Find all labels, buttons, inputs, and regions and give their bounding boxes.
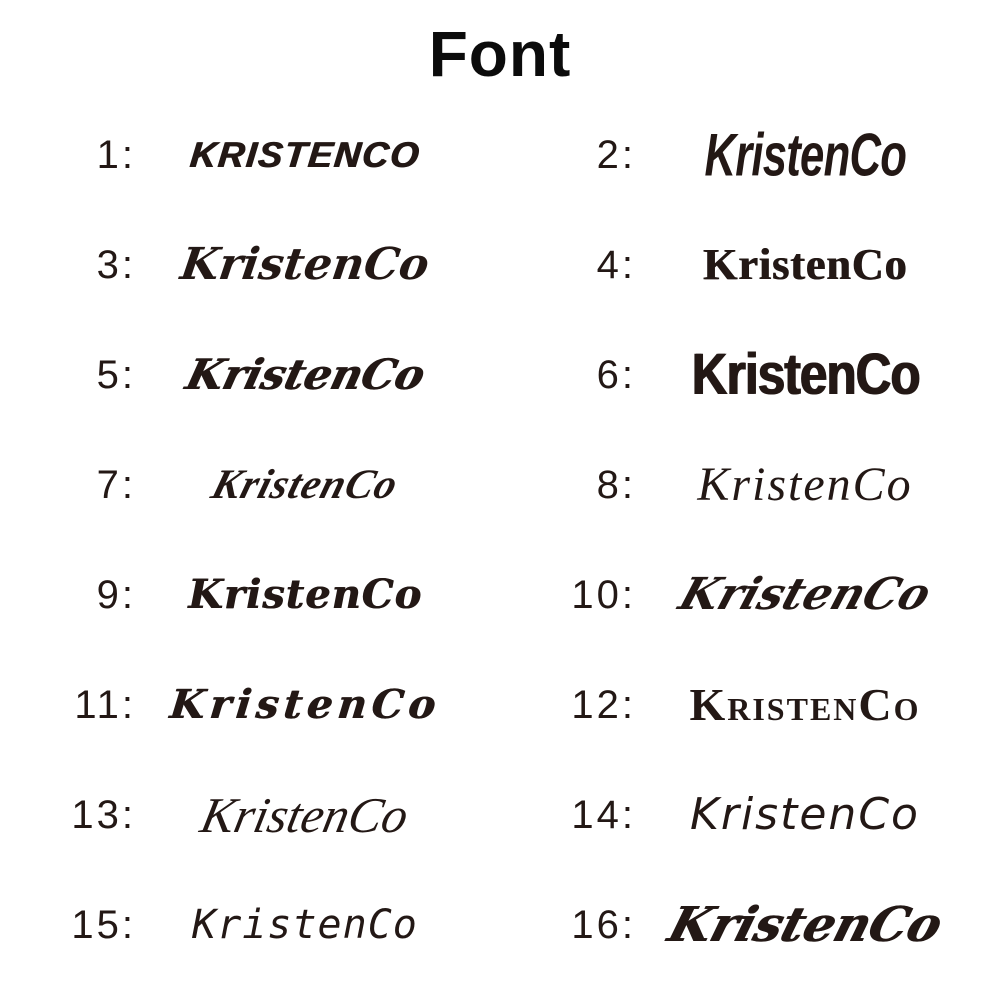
font-sample-number: 13: bbox=[71, 792, 136, 837]
font-sample-number: 16: bbox=[571, 902, 636, 947]
font-sample-14 bbox=[500, 760, 1000, 870]
font-sample-number: 10: bbox=[571, 572, 636, 617]
font-sample-preview: KristenCo bbox=[206, 462, 404, 508]
font-sample-preview: KristenCo bbox=[661, 897, 949, 953]
font-preview-wrap bbox=[636, 458, 1000, 511]
font-preview-wrap bbox=[636, 897, 1000, 953]
font-sample-number: 9: bbox=[96, 572, 136, 617]
font-sample-13 bbox=[0, 760, 500, 870]
font-sample-preview: KristenCo bbox=[690, 789, 920, 840]
font-preview-wrap bbox=[636, 789, 1000, 840]
font-sample-preview: KristenCo bbox=[177, 239, 433, 290]
font-sample-number: 5: bbox=[96, 352, 136, 397]
font-preview-wrap bbox=[136, 681, 500, 728]
font-preview-wrap bbox=[136, 464, 500, 506]
font-sample-number: 4: bbox=[596, 242, 636, 287]
font-sample-5 bbox=[0, 320, 500, 430]
font-sample-3 bbox=[0, 210, 500, 320]
font-sample-7 bbox=[0, 430, 500, 540]
font-sample-6 bbox=[500, 320, 1000, 430]
font-preview-wrap bbox=[136, 571, 500, 618]
font-sample-preview: KristenCo bbox=[167, 681, 443, 728]
font-sample-1 bbox=[0, 100, 500, 210]
font-sample-number: 2: bbox=[596, 132, 636, 177]
font-sample-number: 15: bbox=[71, 902, 136, 947]
font-sample-number: 3: bbox=[96, 242, 136, 287]
font-preview-wrap bbox=[136, 350, 500, 399]
font-sample-8 bbox=[500, 430, 1000, 540]
font-preview-wrap bbox=[636, 120, 1000, 189]
font-sample-preview: KristenCo bbox=[192, 902, 418, 948]
font-sample-preview: KristenCo bbox=[704, 120, 906, 189]
font-preview-wrap bbox=[636, 569, 1000, 620]
font-sample-number: 14: bbox=[571, 792, 636, 837]
font-sample-2 bbox=[500, 100, 1000, 210]
font-sample-number: 1: bbox=[96, 132, 136, 177]
font-preview-wrap bbox=[136, 902, 500, 948]
font-sample-number: 8: bbox=[596, 462, 636, 507]
font-sample-preview: KristenCo bbox=[187, 571, 423, 618]
font-sample-preview: KristenCo bbox=[702, 240, 908, 289]
font-sample-12 bbox=[500, 650, 1000, 760]
font-preview-wrap bbox=[636, 342, 1000, 407]
font-sample-preview: KRISTENCO bbox=[187, 134, 423, 175]
font-sample-number: 7: bbox=[96, 462, 136, 507]
font-sample-9 bbox=[0, 540, 500, 650]
font-sample-preview: KristenCo bbox=[691, 342, 919, 407]
font-preview-wrap bbox=[136, 787, 500, 843]
font-sample-preview: KristenCo bbox=[697, 458, 913, 511]
font-sample-15 bbox=[0, 870, 500, 980]
font-sample-grid bbox=[0, 100, 1000, 980]
font-sample-10 bbox=[500, 540, 1000, 650]
font-sample-11 bbox=[0, 650, 500, 760]
font-sample-number: 11: bbox=[74, 682, 136, 727]
font-preview-wrap bbox=[136, 134, 500, 175]
font-sample-16 bbox=[500, 870, 1000, 980]
font-sample-preview: KristenCo bbox=[673, 569, 938, 620]
font-sample-preview: KristenCo bbox=[689, 679, 921, 730]
font-sample-preview: KristenCo bbox=[196, 787, 414, 843]
font-preview-wrap bbox=[136, 239, 500, 290]
page-title: Font bbox=[428, 18, 572, 90]
font-sample-preview: KristenCo bbox=[180, 350, 430, 399]
font-preview-wrap bbox=[636, 240, 1000, 289]
font-sample-4 bbox=[500, 210, 1000, 320]
font-preview-wrap bbox=[636, 679, 1000, 730]
font-sample-number: 12: bbox=[571, 682, 636, 727]
font-sample-number: 6: bbox=[596, 352, 636, 397]
